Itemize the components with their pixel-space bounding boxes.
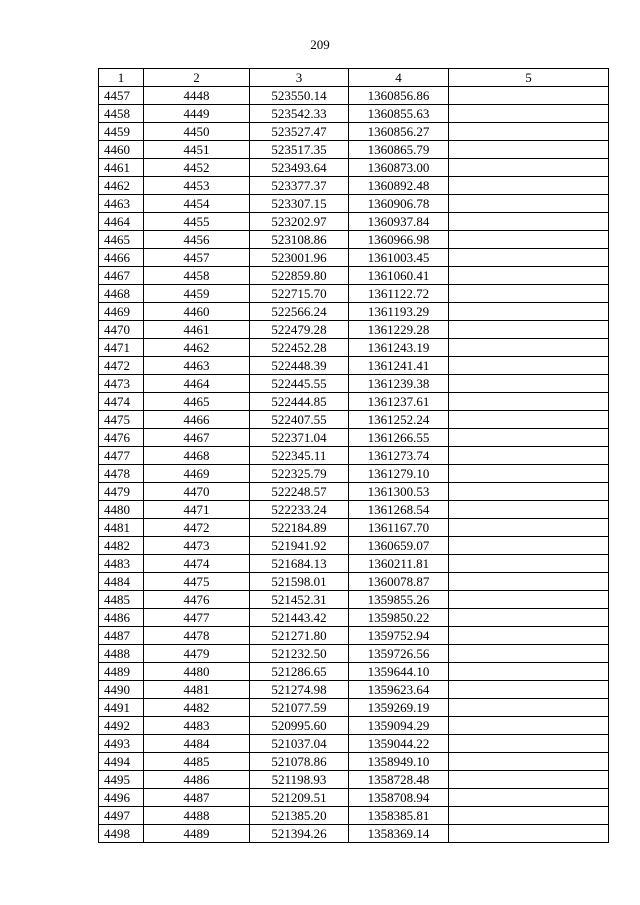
table-row <box>99 789 609 807</box>
x-coordinate-cell: 521598.01 <box>250 573 349 591</box>
note-cell <box>449 141 609 159</box>
table-row <box>99 663 609 681</box>
row-number-cell: 4462 <box>99 177 144 195</box>
x-coordinate-cell: 523001.96 <box>250 249 349 267</box>
row-number-cell: 4457 <box>99 87 144 105</box>
y-coordinate-cell: 1359644.10 <box>349 663 449 681</box>
point-number-cell: 4489 <box>144 825 250 843</box>
row-number-cell: 4478 <box>99 465 144 483</box>
note-cell <box>449 411 609 429</box>
point-number-cell: 4469 <box>144 465 250 483</box>
point-number-cell: 4461 <box>144 321 250 339</box>
point-number-cell: 4457 <box>144 249 250 267</box>
point-number-cell: 4468 <box>144 447 250 465</box>
column-header-2: 2 <box>144 69 250 87</box>
table-row <box>99 249 609 267</box>
note-cell <box>449 789 609 807</box>
x-coordinate-cell: 522248.57 <box>250 483 349 501</box>
table-row <box>99 753 609 771</box>
table-row <box>99 159 609 177</box>
column-header-4: 4 <box>349 69 449 87</box>
note-cell <box>449 123 609 141</box>
note-cell <box>449 105 609 123</box>
y-coordinate-cell: 1360865.79 <box>349 141 449 159</box>
x-coordinate-cell: 522445.55 <box>250 375 349 393</box>
note-cell <box>449 285 609 303</box>
x-coordinate-cell: 523550.14 <box>250 87 349 105</box>
point-number-cell: 4485 <box>144 753 250 771</box>
point-number-cell: 4487 <box>144 789 250 807</box>
x-coordinate-cell: 521941.92 <box>250 537 349 555</box>
note-cell <box>449 249 609 267</box>
y-coordinate-cell: 1361243.19 <box>349 339 449 357</box>
note-cell <box>449 213 609 231</box>
note-cell <box>449 393 609 411</box>
table-row <box>99 627 609 645</box>
point-number-cell: 4466 <box>144 411 250 429</box>
y-coordinate-cell: 1360906.78 <box>349 195 449 213</box>
row-number-cell: 4490 <box>99 681 144 699</box>
table-row <box>99 267 609 285</box>
y-coordinate-cell: 1359094.29 <box>349 717 449 735</box>
x-coordinate-cell: 522325.79 <box>250 465 349 483</box>
row-number-cell: 4459 <box>99 123 144 141</box>
x-coordinate-cell: 521209.51 <box>250 789 349 807</box>
row-number-cell: 4467 <box>99 267 144 285</box>
row-number-cell: 4497 <box>99 807 144 825</box>
note-cell <box>449 375 609 393</box>
point-number-cell: 4479 <box>144 645 250 663</box>
note-cell <box>449 339 609 357</box>
y-coordinate-cell: 1360892.48 <box>349 177 449 195</box>
point-number-cell: 4482 <box>144 699 250 717</box>
note-cell <box>449 735 609 753</box>
x-coordinate-cell: 523542.33 <box>250 105 349 123</box>
x-coordinate-cell: 523377.37 <box>250 177 349 195</box>
y-coordinate-cell: 1359044.22 <box>349 735 449 753</box>
y-coordinate-cell: 1358728.48 <box>349 771 449 789</box>
point-number-cell: 4488 <box>144 807 250 825</box>
table-row <box>99 681 609 699</box>
note-cell <box>449 87 609 105</box>
note-cell <box>449 825 609 843</box>
x-coordinate-cell: 521684.13 <box>250 555 349 573</box>
x-coordinate-cell: 521286.65 <box>250 663 349 681</box>
x-coordinate-cell: 521443.42 <box>250 609 349 627</box>
note-cell <box>449 267 609 285</box>
note-cell <box>449 717 609 735</box>
y-coordinate-cell: 1361273.74 <box>349 447 449 465</box>
y-coordinate-cell: 1360855.63 <box>349 105 449 123</box>
table-row <box>99 141 609 159</box>
note-cell <box>449 357 609 375</box>
point-number-cell: 4473 <box>144 537 250 555</box>
table-row <box>99 717 609 735</box>
x-coordinate-cell: 523307.15 <box>250 195 349 213</box>
x-coordinate-cell: 521077.59 <box>250 699 349 717</box>
column-header-3: 3 <box>250 69 349 87</box>
x-coordinate-cell: 522566.24 <box>250 303 349 321</box>
y-coordinate-cell: 1359752.94 <box>349 627 449 645</box>
y-coordinate-cell: 1358385.81 <box>349 807 449 825</box>
row-number-cell: 4469 <box>99 303 144 321</box>
row-number-cell: 4498 <box>99 825 144 843</box>
note-cell <box>449 807 609 825</box>
row-number-cell: 4474 <box>99 393 144 411</box>
note-cell <box>449 537 609 555</box>
row-number-cell: 4494 <box>99 753 144 771</box>
point-number-cell: 4478 <box>144 627 250 645</box>
note-cell <box>449 681 609 699</box>
point-number-cell: 4486 <box>144 771 250 789</box>
point-number-cell: 4474 <box>144 555 250 573</box>
row-number-cell: 4476 <box>99 429 144 447</box>
table-row <box>99 375 609 393</box>
x-coordinate-cell: 522715.70 <box>250 285 349 303</box>
y-coordinate-cell: 1361300.53 <box>349 483 449 501</box>
note-cell <box>449 159 609 177</box>
x-coordinate-cell: 523108.86 <box>250 231 349 249</box>
y-coordinate-cell: 1360078.87 <box>349 573 449 591</box>
point-number-cell: 4462 <box>144 339 250 357</box>
point-number-cell: 4453 <box>144 177 250 195</box>
table-row <box>99 303 609 321</box>
y-coordinate-cell: 1361193.29 <box>349 303 449 321</box>
table-row <box>99 123 609 141</box>
point-number-cell: 4460 <box>144 303 250 321</box>
row-number-cell: 4473 <box>99 375 144 393</box>
x-coordinate-cell: 522448.39 <box>250 357 349 375</box>
y-coordinate-cell: 1361003.45 <box>349 249 449 267</box>
table-row <box>99 591 609 609</box>
point-number-cell: 4480 <box>144 663 250 681</box>
table-row <box>99 825 609 843</box>
x-coordinate-cell: 523517.35 <box>250 141 349 159</box>
note-cell <box>449 555 609 573</box>
row-number-cell: 4475 <box>99 411 144 429</box>
x-coordinate-cell: 522407.55 <box>250 411 349 429</box>
note-cell <box>449 501 609 519</box>
table-row <box>99 807 609 825</box>
y-coordinate-cell: 1361241.41 <box>349 357 449 375</box>
x-coordinate-cell: 521232.50 <box>250 645 349 663</box>
table-row <box>99 231 609 249</box>
table-body <box>99 87 609 843</box>
row-number-cell: 4481 <box>99 519 144 537</box>
x-coordinate-cell: 521198.93 <box>250 771 349 789</box>
y-coordinate-cell: 1359855.26 <box>349 591 449 609</box>
table-row <box>99 645 609 663</box>
x-coordinate-cell: 522184.89 <box>250 519 349 537</box>
row-number-cell: 4496 <box>99 789 144 807</box>
table-row <box>99 411 609 429</box>
table-row <box>99 555 609 573</box>
x-coordinate-cell: 521385.20 <box>250 807 349 825</box>
point-number-cell: 4476 <box>144 591 250 609</box>
note-cell <box>449 447 609 465</box>
note-cell <box>449 303 609 321</box>
row-number-cell: 4487 <box>99 627 144 645</box>
point-number-cell: 4475 <box>144 573 250 591</box>
table-row <box>99 483 609 501</box>
table-row <box>99 321 609 339</box>
note-cell <box>449 591 609 609</box>
point-number-cell: 4452 <box>144 159 250 177</box>
row-number-cell: 4491 <box>99 699 144 717</box>
y-coordinate-cell: 1360856.27 <box>349 123 449 141</box>
table-header-row <box>99 69 609 87</box>
row-number-cell: 4485 <box>99 591 144 609</box>
y-coordinate-cell: 1360659.07 <box>349 537 449 555</box>
row-number-cell: 4465 <box>99 231 144 249</box>
point-number-cell: 4483 <box>144 717 250 735</box>
note-cell <box>449 663 609 681</box>
x-coordinate-cell: 522233.24 <box>250 501 349 519</box>
table-row <box>99 339 609 357</box>
point-number-cell: 4448 <box>144 87 250 105</box>
point-number-cell: 4464 <box>144 375 250 393</box>
row-number-cell: 4463 <box>99 195 144 213</box>
x-coordinate-cell: 523527.47 <box>250 123 349 141</box>
y-coordinate-cell: 1361268.54 <box>349 501 449 519</box>
y-coordinate-cell: 1360211.81 <box>349 555 449 573</box>
y-coordinate-cell: 1359850.22 <box>349 609 449 627</box>
note-cell <box>449 195 609 213</box>
x-coordinate-cell: 522345.11 <box>250 447 349 465</box>
point-number-cell: 4477 <box>144 609 250 627</box>
row-number-cell: 4461 <box>99 159 144 177</box>
y-coordinate-cell: 1361122.72 <box>349 285 449 303</box>
row-number-cell: 4493 <box>99 735 144 753</box>
note-cell <box>449 177 609 195</box>
row-number-cell: 4489 <box>99 663 144 681</box>
table-row <box>99 609 609 627</box>
row-number-cell: 4480 <box>99 501 144 519</box>
row-number-cell: 4468 <box>99 285 144 303</box>
row-number-cell: 4492 <box>99 717 144 735</box>
table-row <box>99 105 609 123</box>
table-row <box>99 735 609 753</box>
table-row <box>99 393 609 411</box>
note-cell <box>449 483 609 501</box>
table-row <box>99 357 609 375</box>
y-coordinate-cell: 1361060.41 <box>349 267 449 285</box>
x-coordinate-cell: 522371.04 <box>250 429 349 447</box>
x-coordinate-cell: 522859.80 <box>250 267 349 285</box>
table-row <box>99 87 609 105</box>
point-number-cell: 4472 <box>144 519 250 537</box>
y-coordinate-cell: 1360856.86 <box>349 87 449 105</box>
point-number-cell: 4484 <box>144 735 250 753</box>
table-row <box>99 771 609 789</box>
point-number-cell: 4456 <box>144 231 250 249</box>
table-row <box>99 519 609 537</box>
x-coordinate-cell: 520995.60 <box>250 717 349 735</box>
y-coordinate-cell: 1358949.10 <box>349 753 449 771</box>
point-number-cell: 4465 <box>144 393 250 411</box>
row-number-cell: 4458 <box>99 105 144 123</box>
note-cell <box>449 609 609 627</box>
point-number-cell: 4470 <box>144 483 250 501</box>
table-row <box>99 285 609 303</box>
y-coordinate-cell: 1361252.24 <box>349 411 449 429</box>
y-coordinate-cell: 1360937.84 <box>349 213 449 231</box>
y-coordinate-cell: 1360966.98 <box>349 231 449 249</box>
x-coordinate-cell: 521274.98 <box>250 681 349 699</box>
note-cell <box>449 519 609 537</box>
x-coordinate-cell: 523202.97 <box>250 213 349 231</box>
row-number-cell: 4482 <box>99 537 144 555</box>
row-number-cell: 4488 <box>99 645 144 663</box>
point-number-cell: 4450 <box>144 123 250 141</box>
row-number-cell: 4464 <box>99 213 144 231</box>
y-coordinate-cell: 1361237.61 <box>349 393 449 411</box>
row-number-cell: 4460 <box>99 141 144 159</box>
y-coordinate-cell: 1358369.14 <box>349 825 449 843</box>
row-number-cell: 4486 <box>99 609 144 627</box>
y-coordinate-cell: 1359726.56 <box>349 645 449 663</box>
row-number-cell: 4495 <box>99 771 144 789</box>
table-row <box>99 573 609 591</box>
y-coordinate-cell: 1361279.10 <box>349 465 449 483</box>
point-number-cell: 4455 <box>144 213 250 231</box>
table-row <box>99 213 609 231</box>
row-number-cell: 4472 <box>99 357 144 375</box>
x-coordinate-cell: 522444.85 <box>250 393 349 411</box>
y-coordinate-cell: 1358708.94 <box>349 789 449 807</box>
column-header-5: 5 <box>449 69 609 87</box>
row-number-cell: 4470 <box>99 321 144 339</box>
table-row <box>99 195 609 213</box>
note-cell <box>449 753 609 771</box>
note-cell <box>449 465 609 483</box>
y-coordinate-cell: 1361167.70 <box>349 519 449 537</box>
x-coordinate-cell: 521078.86 <box>250 753 349 771</box>
note-cell <box>449 231 609 249</box>
x-coordinate-cell: 523493.64 <box>250 159 349 177</box>
point-number-cell: 4467 <box>144 429 250 447</box>
row-number-cell: 4466 <box>99 249 144 267</box>
point-number-cell: 4458 <box>144 267 250 285</box>
table-row <box>99 501 609 519</box>
x-coordinate-cell: 522452.28 <box>250 339 349 357</box>
note-cell <box>449 429 609 447</box>
point-number-cell: 4454 <box>144 195 250 213</box>
note-cell <box>449 699 609 717</box>
row-number-cell: 4479 <box>99 483 144 501</box>
point-number-cell: 4459 <box>144 285 250 303</box>
y-coordinate-cell: 1361229.28 <box>349 321 449 339</box>
y-coordinate-cell: 1359269.19 <box>349 699 449 717</box>
table-row <box>99 429 609 447</box>
row-number-cell: 4484 <box>99 573 144 591</box>
y-coordinate-cell: 1361266.55 <box>349 429 449 447</box>
coordinates-table <box>98 68 609 843</box>
y-coordinate-cell: 1361239.38 <box>349 375 449 393</box>
y-coordinate-cell: 1359623.64 <box>349 681 449 699</box>
table-row <box>99 177 609 195</box>
note-cell <box>449 771 609 789</box>
point-number-cell: 4471 <box>144 501 250 519</box>
table-row <box>99 699 609 717</box>
table-row <box>99 447 609 465</box>
x-coordinate-cell: 521394.26 <box>250 825 349 843</box>
note-cell <box>449 627 609 645</box>
row-number-cell: 4483 <box>99 555 144 573</box>
note-cell <box>449 645 609 663</box>
page-number: 209 <box>310 37 330 52</box>
point-number-cell: 4463 <box>144 357 250 375</box>
x-coordinate-cell: 522479.28 <box>250 321 349 339</box>
x-coordinate-cell: 521037.04 <box>250 735 349 753</box>
point-number-cell: 4449 <box>144 105 250 123</box>
row-number-cell: 4477 <box>99 447 144 465</box>
table-row <box>99 465 609 483</box>
column-header-1: 1 <box>99 69 144 87</box>
note-cell <box>449 573 609 591</box>
x-coordinate-cell: 521271.80 <box>250 627 349 645</box>
table-row <box>99 537 609 555</box>
x-coordinate-cell: 521452.31 <box>250 591 349 609</box>
y-coordinate-cell: 1360873.00 <box>349 159 449 177</box>
note-cell <box>449 321 609 339</box>
point-number-cell: 4451 <box>144 141 250 159</box>
row-number-cell: 4471 <box>99 339 144 357</box>
point-number-cell: 4481 <box>144 681 250 699</box>
